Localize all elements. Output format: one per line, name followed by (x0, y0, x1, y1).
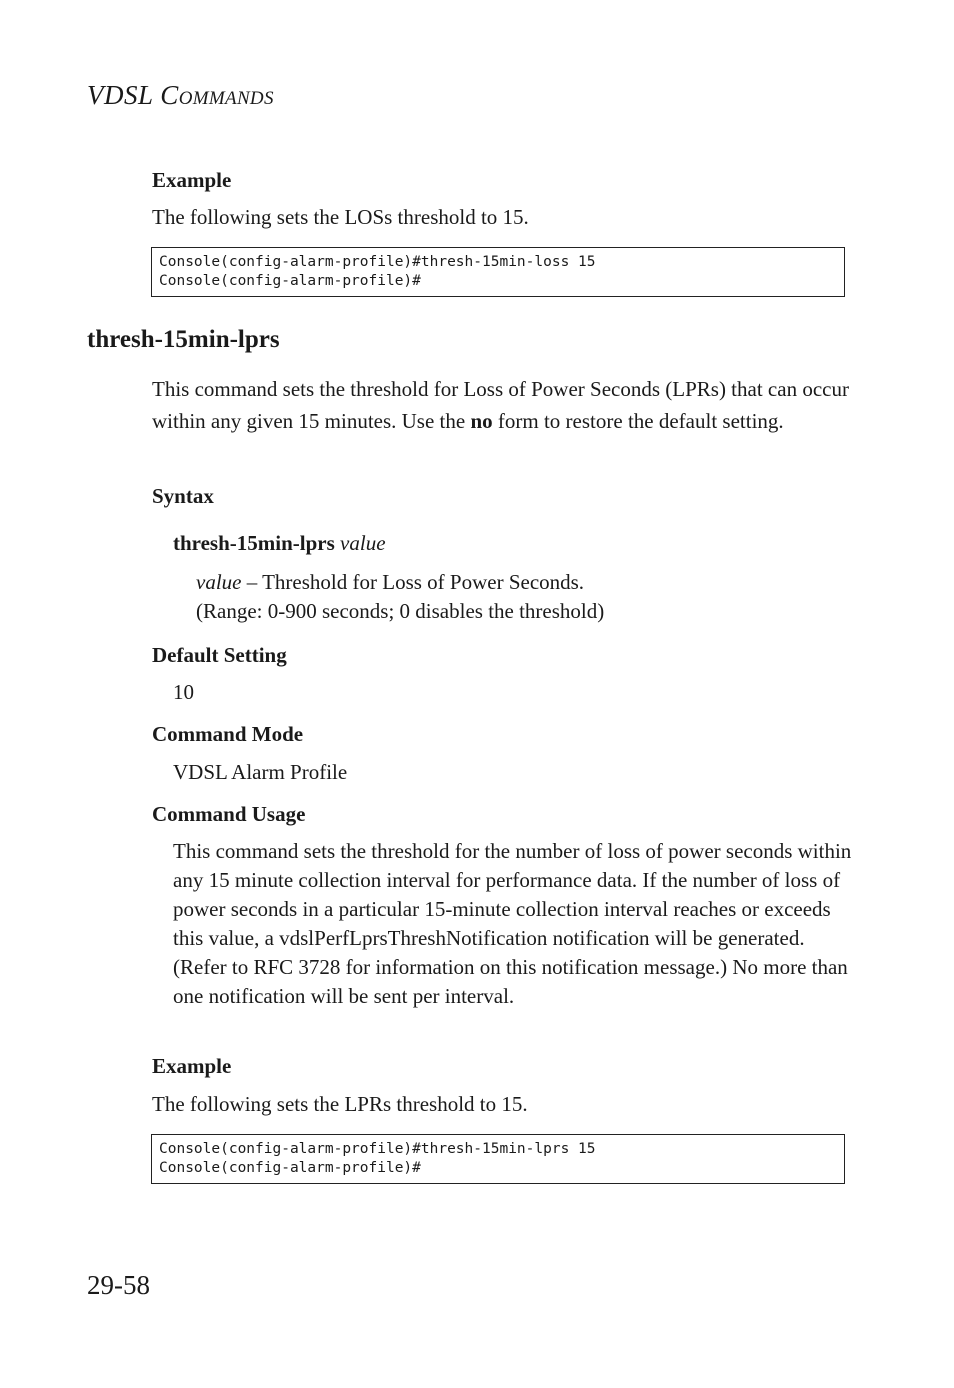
command-usage-text: This command sets the threshold for the number of loss of power seconds within any 15 minute collection interval for performance data. If the number of loss of power seconds in a particular 15-minute collection interval reaches or exceeds this value, a vdslPerfLprsThreshNotification notification will be generated. (Refer to RFC 3728 for information on this notification message.) No more than one notification will be sent per interval. (173, 839, 852, 1008)
example1-code-block (151, 247, 845, 297)
desc-text: form to restore the default setting. (492, 409, 784, 433)
header-title-first: VDSL C (87, 80, 179, 110)
command-usage-heading: Command Usage (152, 802, 306, 826)
default-setting-heading: Default Setting (152, 643, 287, 667)
example1-heading: Example (152, 168, 232, 192)
param-range: (Range: 0-900 seconds; 0 disables the threshold) (196, 599, 605, 623)
command-mode-heading: Command Mode (152, 722, 304, 746)
section-title: thresh-15min-lprs (87, 326, 280, 353)
code-line: Console(config-alarm-profile)# (159, 273, 421, 289)
syntax-command (173, 527, 386, 559)
desc-text: This command sets the threshold for Loss of Power Seconds (LPRs) that can occur within any given 15 minutes. Use the (152, 377, 849, 433)
param-name: value (196, 570, 242, 594)
example2-text: The following sets the LPRs threshold to 15. (152, 1092, 528, 1116)
command-mode-value: VDSL Alarm Profile (173, 760, 348, 784)
param-desc: – Threshold for Loss of Power Seconds. (241, 570, 585, 594)
desc-keyword: no (470, 409, 493, 433)
command-param: value (340, 531, 386, 555)
code-line: Console(config-alarm-profile)# (159, 1160, 421, 1176)
section-description (152, 373, 852, 437)
running-header (87, 80, 274, 111)
syntax-heading: Syntax (152, 484, 214, 508)
param-description (196, 568, 604, 626)
default-setting-value: 10 (173, 680, 194, 704)
example2-heading: Example (152, 1054, 232, 1078)
command-name: thresh-15min-lprs (173, 531, 335, 555)
header-title-rest: OMMANDS (178, 88, 274, 109)
code-line: Console(config-alarm-profile)#thresh-15min-loss 15 (159, 254, 596, 270)
example2-code-block (151, 1134, 845, 1184)
example1-text: The following sets the LOSs threshold to 15. (152, 205, 529, 229)
page-number: 29-58 (87, 1270, 150, 1300)
code-line: Console(config-alarm-profile)#thresh-15min-lprs 15 (159, 1141, 596, 1157)
